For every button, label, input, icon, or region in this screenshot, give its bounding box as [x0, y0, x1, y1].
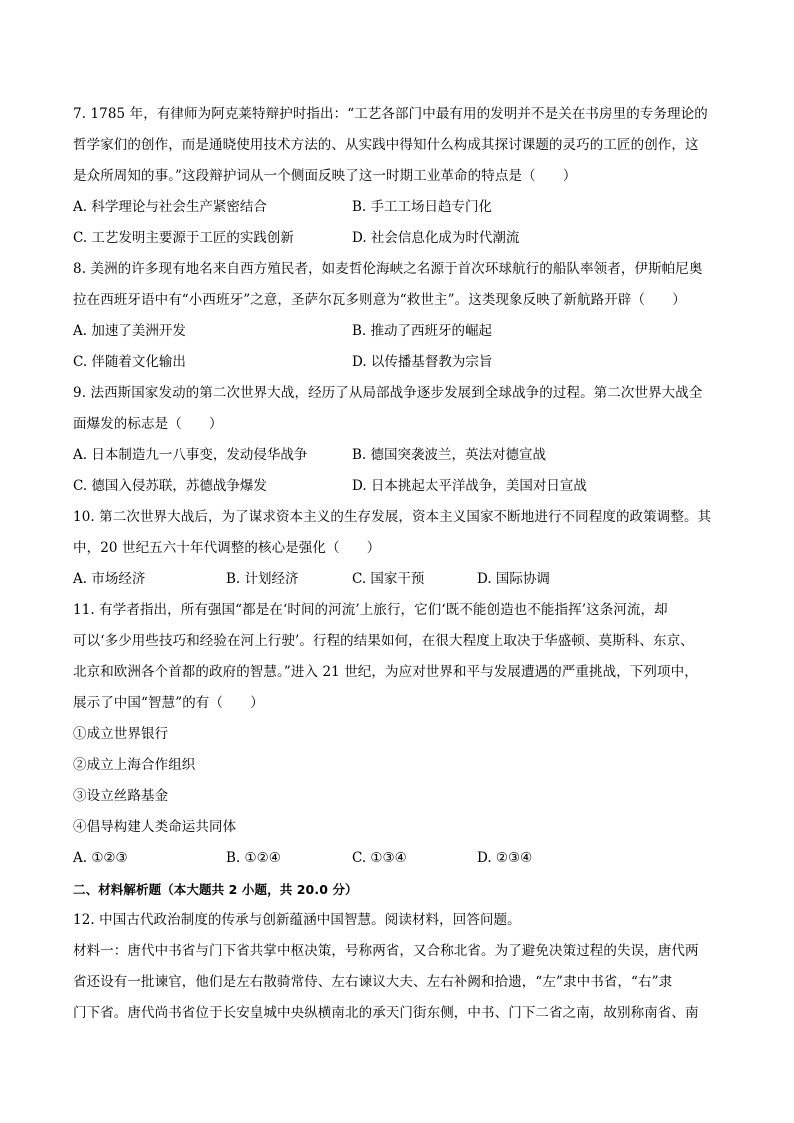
question-8-option-a: A. 加速了美洲开发 — [73, 323, 186, 339]
question-7-option-c: C. 工艺发明主要源于工匠的实践创新 — [73, 230, 294, 246]
question-7-option-a: A. 科学理论与社会生产紧密结合 — [73, 199, 267, 215]
question-8-stem-line-1: 8. 美洲的许多现有地名来自西方殖民者，如麦哲伦海峡之名源于首次环球航行的船队率领者，伊斯帕尼奥 — [73, 261, 703, 277]
question-11-item-2: ②成立上海合作组织 — [73, 757, 196, 773]
question-9-option-d: D. 日本挑起太平洋战争，美国对日宣战 — [352, 478, 587, 494]
question-8-options-row-2 — [73, 347, 725, 378]
question-10-option-a: A. 市场经济 — [73, 571, 146, 587]
question-10 — [73, 502, 725, 595]
question-9-option-a: A. 日本制造九一八事变，发动侵华战争 — [73, 447, 308, 463]
question-7-stem-line-1: 7. 1785 年，有律师为阿克莱特辩护时指出：“工艺各部门中最有用的发明并不是关在书房里的专务理论的 — [73, 106, 708, 122]
question-7-stem-line-2: 哲学家们的创作，而是通晓使用技术方法的、从实践中得知什么构成其探讨课题的灵巧的工匠的创作，这 — [73, 137, 699, 153]
question-8-option-b: B. 推动了西班牙的崛起 — [352, 323, 493, 339]
question-9-stem-line-1: 9. 法西斯国家发动的第二次世界大战，经历了从局部战争逐步发展到全球战争的过程。第二次世界大战全 — [73, 385, 703, 401]
question-8-stem-line-2: 拉在西班牙语中有“小西班牙”之意，圣萨尔瓦多则意为“救世主”。这类现象反映了新航路开辟（ ） — [73, 292, 686, 308]
question-9-stem-line-2: 面爆发的标志是（ ） — [73, 416, 223, 432]
question-10-options-row — [73, 564, 725, 595]
question-12-material-line-3: 门下省。唐代尚书省位于长安皇城中央纵横南北的承天门街东侧，中书、门下二省之南，故别称南省、南 — [73, 1005, 699, 1021]
question-11-stem-line-3: 北京和欧洲各个首都的政府的智慧。”进入 21 世纪，为应对世界和平与发展遭遇的严重挑战，下列项中， — [73, 664, 698, 680]
question-11-options-row — [73, 843, 725, 874]
question-11-option-a: A. ①②③ — [73, 850, 128, 866]
question-9-option-b: B. 德国突袭波兰，英法对德宣战 — [352, 447, 547, 463]
question-11-item-4: ④倡导构建人类命运共同体 — [73, 819, 237, 835]
question-10-option-d: D. 国际协调 — [477, 571, 550, 587]
exam-page — [73, 99, 725, 1029]
question-10-stem-line-1: 10. 第二次世界大战后，为了谋求资本主义的生存发展，资本主义国家不断地进行不同程度的政策调整。其 — [73, 509, 712, 525]
question-7-option-d: D. 社会信息化成为时代潮流 — [352, 230, 520, 246]
question-8-option-c: C. 伴随着文化输出 — [73, 354, 186, 370]
question-11-option-d: D. ②③④ — [477, 850, 533, 866]
question-7 — [73, 99, 725, 254]
question-11-option-b: B. ①②④ — [226, 850, 281, 866]
question-9 — [73, 378, 725, 502]
question-10-option-c: C. 国家干预 — [352, 571, 425, 587]
question-9-option-c: C. 德国入侵苏联，苏德战争爆发 — [73, 478, 267, 494]
question-11 — [73, 595, 725, 874]
question-9-options-row-2 — [73, 471, 725, 502]
question-7-stem-line-3: 是众所周知的事。”这段辩护词从一个侧面反映了这一时期工业革命的特点是（ ） — [73, 168, 577, 184]
question-10-stem-line-2: 中，20 世纪五六十年代调整的核心是强化（ ） — [73, 540, 381, 556]
question-11-stem-line-1: 11. 有学者指出，所有强国“都是在‘时间的河流’上旅行，它们‘既不能创造也不能指挥’这条河流，却 — [73, 602, 668, 618]
question-12 — [73, 905, 725, 1029]
question-7-options-row-1 — [73, 192, 725, 223]
question-8 — [73, 254, 725, 378]
question-11-item-1: ①成立世界银行 — [73, 726, 169, 742]
question-12-material-line-2: 省还设有一批谏官，他们是左右散骑常侍、左右谏议大夫、左右补阙和拾遗，“左”隶中书省，“右”隶 — [73, 974, 673, 990]
question-9-options-row-1 — [73, 440, 725, 471]
question-11-stem-line-2: 可以‘多少用些技巧和经验在河上行驶’。行程的结果如何，在很大程度上取决于华盛顿、莫斯科、东京、 — [73, 633, 694, 649]
question-12-material-line-1: 材料一：唐代中书省与门下省共掌中枢决策，号称两省，又合称北省。为了避免决策过程的失误，唐代两 — [73, 943, 699, 959]
question-12-stem-line-1: 12. 中国古代政治制度的传承与创新蕴涵中国智慧。阅读材料，回答问题。 — [73, 912, 521, 928]
question-10-option-b: B. 计划经济 — [226, 571, 299, 587]
question-11-option-c: C. ①③④ — [352, 850, 407, 866]
question-8-options-row-1 — [73, 316, 725, 347]
section-heading-material-analysis: 二、材料解析题（本大题共 2 小题，共 20.0 分） — [73, 882, 358, 897]
question-8-option-d: D. 以传播基督教为宗旨 — [352, 354, 493, 370]
question-7-option-b: B. 手工工场日趋专门化 — [352, 199, 493, 215]
question-11-item-3: ③设立丝路基金 — [73, 788, 169, 804]
question-7-options-row-2 — [73, 223, 725, 254]
question-11-stem-line-4: 展示了中国“智慧”的有（ ） — [73, 695, 264, 711]
